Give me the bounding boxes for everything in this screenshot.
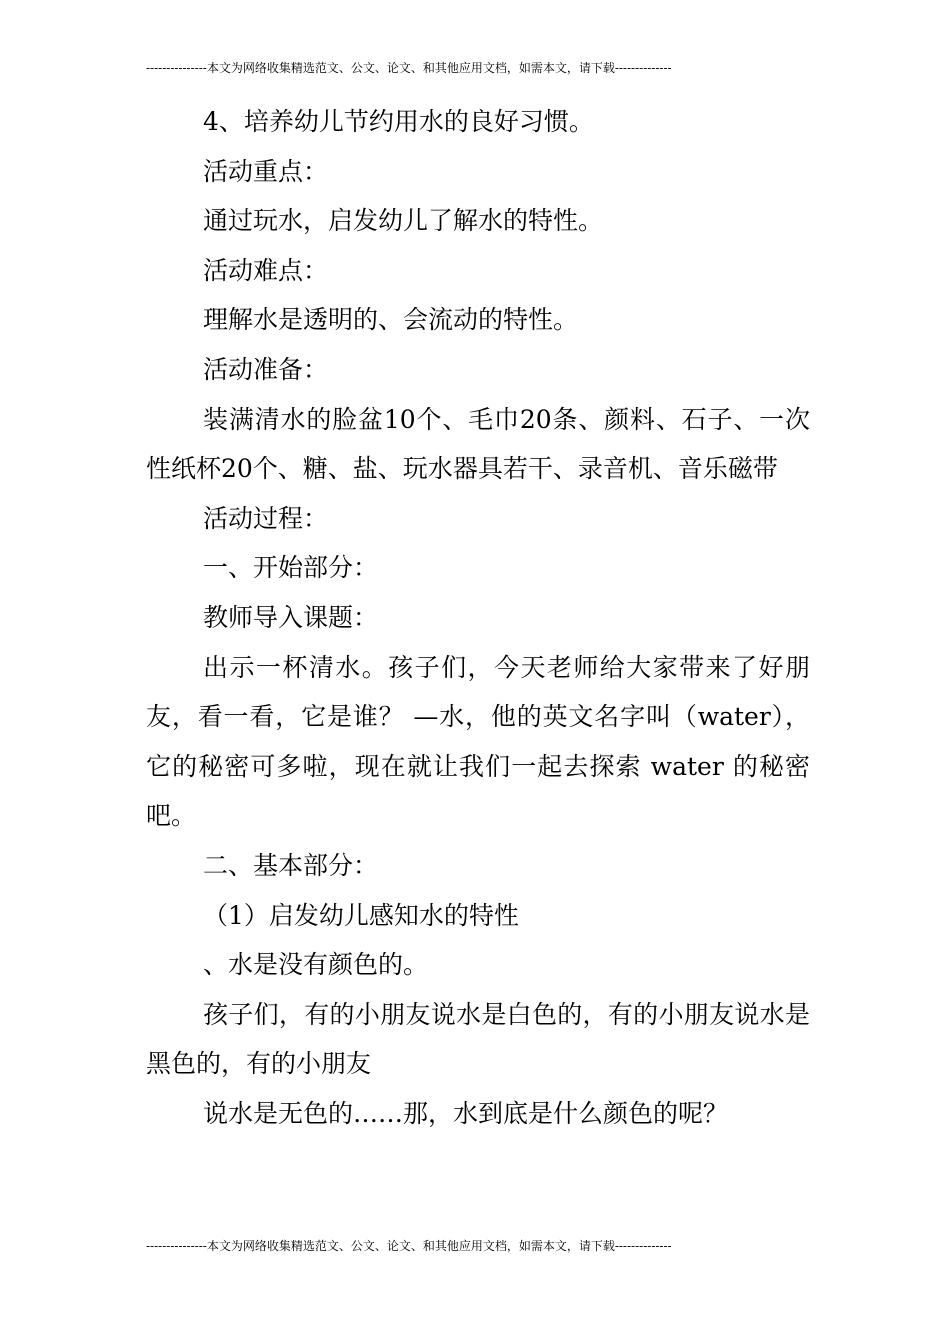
paragraph-difficulties: 理解水是透明的、会流动的特性。 xyxy=(203,305,579,335)
heading-subsection-1: （1）启发幼儿感知水的特性 xyxy=(203,900,519,930)
heading-part-one: 一、开始部分： xyxy=(203,553,379,583)
heading-process: 活动过程： xyxy=(203,503,329,533)
page-header: ---------------本文为网络收集精选范文、公文、论文、和其他应用文档，如需本文，请下载-------------- xyxy=(146,61,672,75)
paragraph-key-points: 通过玩水，启发幼儿了解水的特性。 xyxy=(203,206,604,236)
heading-part-two: 二、基本部分： xyxy=(203,850,379,880)
paragraph-colorless: 、水是没有颜色的。 xyxy=(203,950,429,980)
paragraph-goal-4: 4、培养幼儿节约用水的良好习惯。 xyxy=(203,107,594,136)
document-body xyxy=(146,97,810,1138)
heading-difficulties: 活动难点： xyxy=(203,255,329,285)
page-footer: ---------------本文为网络收集精选范文、公文、论文、和其他应用文档，如需本文，请下载-------------- xyxy=(146,1239,672,1253)
paragraph-question: 说水是无色的……那，水到底是什么颜色的呢？ xyxy=(203,1098,729,1128)
paragraph-preparation: 装满清水的脸盆10个、毛巾20条、颜料、石子、一次性纸杯20个、糖、盐、玩水器具若干、录音机、音乐磁带 xyxy=(146,404,810,484)
heading-teacher-intro: 教师导入课题： xyxy=(203,602,379,632)
heading-key-points: 活动重点： xyxy=(203,156,329,186)
heading-preparation: 活动准备： xyxy=(203,354,329,384)
paragraph-intro: 出示一杯清水。孩子们，今天老师给大家带来了好朋友，看一看，它是谁？ —水，他的英文名字叫（water），它的秘密可多啦，现在就让我们一起去探索 water 的秘密吧。 xyxy=(146,652,810,831)
paragraph-children-say: 孩子们，有的小朋友说水是白色的，有的小朋友说水是黑色的，有的小朋友 xyxy=(146,999,810,1079)
